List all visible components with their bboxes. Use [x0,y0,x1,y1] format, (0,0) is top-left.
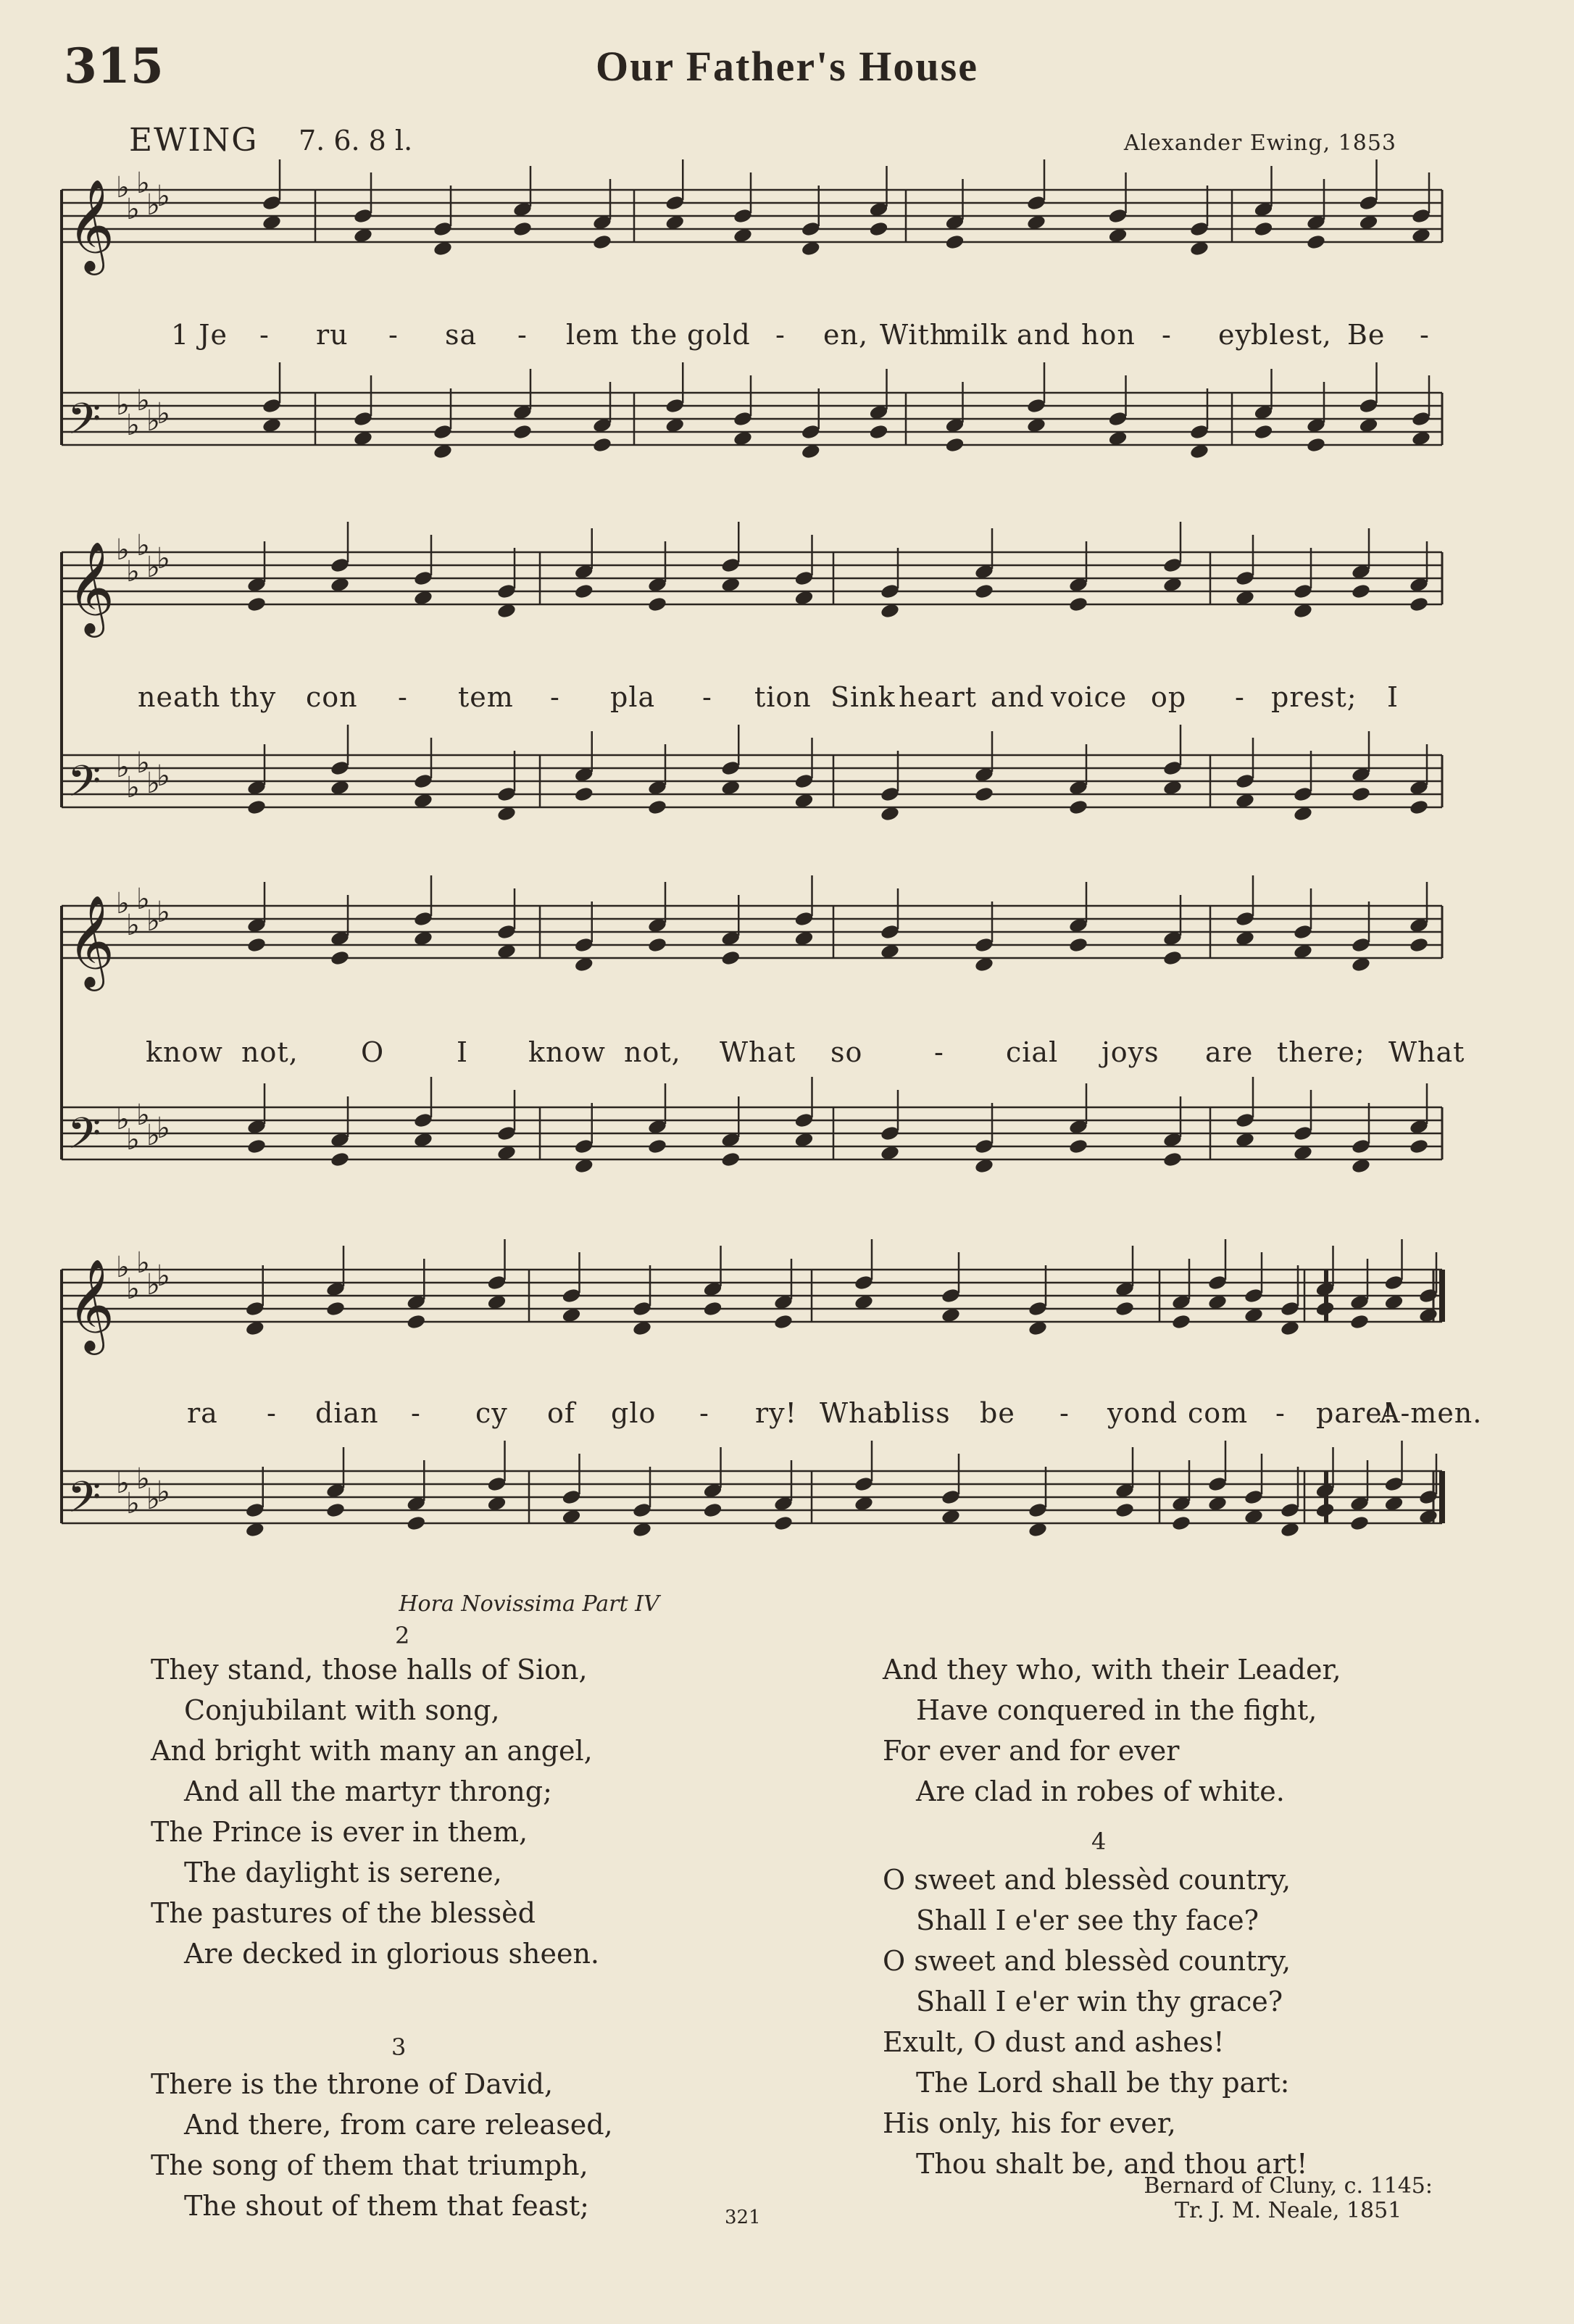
verse-line: The song of them that triumph, [151,2149,588,2181]
notehead [1171,1515,1191,1531]
flat-icon: ♭ [146,551,160,584]
verse-line: There is the throne of David, [151,2068,554,2100]
notehead [1409,596,1429,612]
flat-icon: ♭ [146,1268,160,1301]
lyric-syllable: voice [1051,681,1128,713]
lyric-syllable: be [980,1397,1015,1429]
notehead [1306,436,1326,453]
notehead [868,423,888,440]
lyric-syllable: glo [611,1397,657,1429]
flat-icon: ♭ [157,542,170,575]
treble-clef-icon: 𝄞 [67,894,115,987]
notehead [1115,1502,1135,1518]
flat-icon: ♭ [126,193,140,226]
bass-clef-icon: 𝄢 [67,1108,101,1169]
lyric-syllable: ry! [755,1397,797,1429]
lyric-syllable: ru [316,319,349,351]
lyric-syllable: Sink [830,681,896,713]
tune-meter: 7. 6. 8 l. [299,125,413,157]
lyric-syllable: - [1275,1397,1286,1429]
flat-icon: ♭ [136,1246,150,1280]
flat-icon: ♭ [157,397,170,430]
notehead [1068,1138,1088,1154]
verse-line: The Prince is ever in them, [151,1816,528,1848]
lyric-syllable: op [1151,681,1187,713]
flat-icon: ♭ [146,767,160,800]
flat-icon: ♭ [157,1475,170,1509]
lyric-syllable: and [991,681,1045,713]
lyric-syllable: not, [241,1036,299,1068]
lyric-syllable: dian [315,1397,379,1429]
bass-clef-icon: 𝄢 [67,756,101,817]
lyric-syllable: thy [230,681,277,713]
notehead [720,949,741,966]
flat-icon: ♭ [116,171,130,204]
lyric-syllable: ey [1218,319,1252,351]
lyric-syllable: hon [1081,319,1136,351]
flat-icon: ♭ [136,1099,150,1132]
notehead [720,1151,741,1167]
lyric-syllable: con [306,681,358,713]
flat-icon: ♭ [126,1123,140,1157]
verse-line: And they who, with their Leader, [883,1654,1341,1686]
notehead [647,936,667,953]
verse-line: Shall I e'er see thy face? [916,1904,1259,1936]
notehead [773,1313,794,1330]
lyric-syllable: - [699,1397,709,1429]
verse-number: 4 [1091,1828,1107,1855]
text-attribution [1144,2174,1433,2223]
lyric-syllable: What [820,1397,896,1429]
verse-line: The shout of them that feast; [184,2190,589,2222]
notehead [574,786,594,802]
lyric-syllable: are [1205,1036,1254,1068]
treble-clef-icon: 𝄞 [67,178,115,271]
notehead [1162,949,1183,966]
verse-line: The daylight is serene, [184,1857,502,1888]
flat-icon: ♭ [126,1487,140,1520]
lyric-syllable: neath [138,681,221,713]
notehead [974,583,994,599]
lyric-syllable: know [528,1036,606,1068]
lyric-syllable: - [388,319,399,351]
notehead [1409,799,1429,815]
flat-icon: ♭ [146,188,160,222]
notehead [1349,1313,1370,1330]
flat-icon: ♭ [146,1483,160,1516]
flat-icon: ♭ [136,746,150,780]
bass-clef-icon: 𝄢 [67,1472,101,1533]
lyric-syllable: - [1420,319,1430,351]
tune-name: EWING [129,122,259,159]
notehead [512,423,533,440]
notehead [1409,936,1429,953]
notehead [330,949,350,966]
author: Bernard of Cluny, c. 1145: [1144,2173,1433,2199]
notehead [246,936,267,953]
verse-line: Have conquered in the fight, [916,1694,1317,1726]
flat-icon: ♭ [157,896,170,929]
lyric-syllable: blest, [1251,319,1332,351]
lyric-syllable: gold [687,319,751,351]
flat-icon: ♭ [126,909,140,942]
lyric-syllable: know [146,1036,223,1068]
flat-icon: ♭ [136,883,150,916]
lyric-syllable: What [720,1036,796,1068]
flat-icon: ♭ [126,771,140,804]
lyric-syllable: - [398,681,408,713]
lyric-syllable: yond [1107,1397,1178,1429]
notehead [1171,1313,1191,1330]
hymn-number: 315 [64,38,164,94]
lyric-syllable: With [880,319,949,351]
treble-clef-icon: 𝄞 [67,541,115,633]
notehead [1068,596,1088,612]
lyric-syllable: lem [566,319,620,351]
notehead [330,1151,350,1167]
lyric-syllable: tem [458,681,514,713]
lyric-syllable: pare! [1316,1397,1394,1429]
lyric-syllable: tion [754,681,812,713]
lyric-syllable: bliss [883,1397,951,1429]
notehead [1253,423,1273,440]
lyric-syllable: pla [610,681,656,713]
lyric-syllable: heart [899,681,978,713]
lyric-syllable: cial [1006,1036,1059,1068]
notehead [1068,936,1088,953]
lyric-syllable: so [830,1036,863,1068]
notehead [246,596,267,612]
verse-line: His only, his for ever, [883,2107,1176,2139]
lyric-syllable: milk [944,319,1008,351]
notehead [944,436,965,453]
notehead [1351,583,1371,599]
lyric-syllable: sa [445,319,478,351]
lyric-syllable: - [775,319,786,351]
verse-line: And all the martyr throng; [184,1775,552,1807]
verse-3-part-2 [883,1649,1341,1812]
page-number: 321 [725,2207,761,2228]
verse-line: Shall I e'er win thy grace? [916,1986,1283,2017]
verse-3-part-1 [151,2023,613,2226]
notehead [325,1502,346,1518]
lyric-syllable: en, [823,319,869,351]
verse-line: Exult, O dust and ashes! [883,2026,1225,2058]
flat-icon: ♭ [136,1462,150,1496]
verse-line: O sweet and blessèd country, [883,1945,1291,1977]
flat-icon: ♭ [136,529,150,562]
notehead [1351,786,1371,802]
notehead [592,233,612,250]
lyric-syllable: I [1387,681,1399,713]
translator: Tr. J. M. Neale, 1851 [1174,2198,1402,2223]
flat-icon: ♭ [126,1273,140,1306]
bass-clef-icon: 𝄢 [67,393,101,454]
notehead [1349,1515,1370,1531]
lyric-syllable: - [517,319,528,351]
flat-icon: ♭ [136,384,150,417]
verse-line: And bright with many an angel, [151,1735,593,1767]
notehead [512,220,533,237]
notehead [1068,799,1088,815]
notehead [246,1138,267,1154]
verse-line: The Lord shall be thy part: [916,2067,1290,2099]
lyric-syllable: A-men. [1380,1397,1483,1429]
notehead [647,1138,667,1154]
verse-line: O sweet and blessèd country, [883,1864,1291,1896]
flat-icon: ♭ [157,1112,170,1145]
lyric-syllable: not, [624,1036,681,1068]
verse-line: The pastures of the blessèd [151,1897,536,1929]
flat-icon: ♭ [157,1259,170,1293]
lyric-syllable: What [1388,1036,1465,1068]
notehead [406,1313,426,1330]
flat-icon: ♭ [157,759,170,793]
notehead [406,1515,426,1531]
hymn-title: Our Father's House [596,43,978,90]
verse-line: Are clad in robes of white. [916,1775,1285,1807]
treble-clef-icon: 𝄞 [67,1258,115,1351]
flat-icon: ♭ [146,904,160,938]
flat-icon: ♭ [146,404,160,438]
flat-icon: ♭ [116,751,130,784]
flat-icon: ♭ [126,409,140,442]
lyric-syllable: - [1059,1397,1070,1429]
notehead [944,233,965,250]
lyric-syllable: - [702,681,712,713]
lyric-syllable: cy [475,1397,508,1429]
flat-icon: ♭ [146,1119,160,1152]
lyric-syllable: Be [1347,319,1386,351]
notehead [974,786,994,802]
lyric-syllable: I [457,1036,469,1068]
flat-icon: ♭ [116,388,130,422]
lyric-syllable: ra [187,1397,218,1429]
flat-icon: ♭ [116,1251,130,1284]
lyric-syllable: - [411,1397,421,1429]
verse-line: Thou shalt be, and thou art! [916,2148,1308,2180]
notehead [246,799,267,815]
verse-line: And there, from care released, [184,2109,613,2141]
notehead [773,1515,794,1531]
lyric-syllable: - [550,681,560,713]
notehead [702,1502,723,1518]
notehead [592,436,612,453]
flat-icon: ♭ [116,1467,130,1500]
verse-line: They stand, those halls of Sion, [151,1654,588,1686]
verse-number: 2 [395,1622,410,1649]
verse-line: Conjubilant with song, [184,1694,500,1726]
notehead [1162,1151,1183,1167]
flat-icon: ♭ [157,180,170,213]
lyric-syllable: there; [1277,1036,1365,1068]
notehead [647,596,667,612]
lyric-syllable: - [934,1036,944,1068]
verse-number: 3 [391,2033,407,2061]
lyric-syllable: - [259,319,270,351]
notehead [1253,220,1273,237]
verse-line: Are decked in glorious sheen. [184,1938,600,1970]
notehead [1306,233,1326,250]
lyric-syllable: and [1017,319,1071,351]
flat-icon: ♭ [126,555,140,588]
lyric-syllable: prest; [1271,681,1357,713]
notehead [1115,1300,1135,1317]
lyric-syllable: the [630,319,678,351]
flat-icon: ♭ [116,1103,130,1136]
verse-4 [883,1859,1307,2184]
lyric-syllable: 1 Je [171,319,228,351]
lyric-syllable: - [1162,319,1172,351]
lyric-syllable: O [361,1036,385,1068]
lyric-syllable: of [547,1397,575,1429]
flat-icon: ♭ [116,533,130,567]
verse-line: For ever and for ever [883,1735,1180,1767]
source-caption: Hora Novissima Part IV [399,1591,659,1617]
lyric-syllable: com [1188,1397,1249,1429]
flat-icon: ♭ [136,167,150,200]
notehead [702,1300,723,1317]
lyric-syllable: - [267,1397,277,1429]
verse-2 [151,1649,599,1974]
notehead [868,220,888,237]
lyric-syllable: - [1235,681,1245,713]
notehead [325,1300,346,1317]
notehead [1409,1138,1429,1154]
notehead [647,799,667,815]
lyric-syllable: joys [1102,1036,1159,1068]
flat-icon: ♭ [116,887,130,920]
composer: Alexander Ewing, 1853 [1123,130,1396,156]
notehead [574,583,594,599]
